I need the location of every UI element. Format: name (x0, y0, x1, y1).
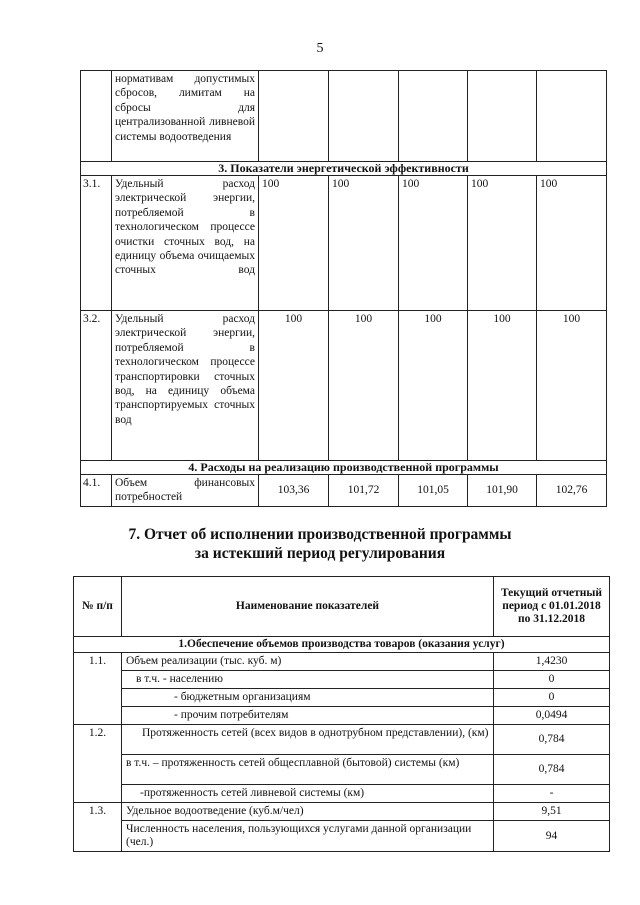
value-cell: 100 (537, 176, 607, 311)
value-cell: 9,51 (494, 803, 610, 821)
section-header-row (81, 162, 607, 176)
indicator-name: - прочим потребителям (122, 707, 494, 725)
value-cell: 0,784 (494, 755, 610, 785)
indicator-name: -протяженность сетей ливневой системы (км) (122, 785, 494, 803)
indicator-name: в т.ч. – протяженность сетей общесплавной (бытовой) системы (км) (122, 755, 494, 785)
table-row (81, 311, 607, 461)
indicator-name: в т.ч. - населению (122, 671, 494, 689)
table-row (74, 755, 610, 785)
indicator-name: Удельный расход электрической энергии, потребляемой в технологическом процессе очистки сточных вод, на единицу объема очищаемых сточных вод (112, 176, 259, 311)
value-cell: 0 (494, 671, 610, 689)
indicator-name: Объем реализации (тыс. куб. м) (122, 653, 494, 671)
table-row (74, 821, 610, 852)
section-header-row (81, 461, 607, 475)
indicator-name: Объем финансовых потребностей (112, 475, 259, 507)
table-row (74, 803, 610, 821)
value-cell: 100 (537, 311, 607, 461)
indicator-name: - бюджетным организациям (122, 689, 494, 707)
table-row (74, 725, 610, 755)
indicator-name: Удельный расход электрической энергии, потребляемой в технологическом процессе транспортировки сточных вод, на единицу объема транспортируемых сточных вод (112, 311, 259, 461)
value-cell: 100 (329, 311, 399, 461)
row-number: 1.1. (74, 653, 122, 671)
section-3-title: 3. Показатели энергетической эффективности (81, 162, 607, 176)
value-cell: 103,36 (259, 475, 329, 507)
value-cell: 100 (468, 311, 537, 461)
value-cell: 100 (399, 176, 468, 311)
report-title-line-2: за истекший период регулирования (194, 545, 446, 562)
value-cell: 94 (494, 821, 610, 852)
value-cell: 100 (259, 176, 329, 311)
row-number: 1.2. (74, 725, 122, 755)
report-title-line-1: 7. Отчет об исполнении производственной программы (128, 526, 512, 543)
table-row (81, 176, 607, 311)
table-row (74, 707, 610, 725)
indicator-name: Удельное водоотведение (куб.м/чел) (122, 803, 494, 821)
value-cell: 102,76 (537, 475, 607, 507)
table-row (81, 71, 607, 162)
row-number: 1.3. (74, 803, 122, 821)
header-period: Текущий отчетный период с 01.01.2018 по 31.12.2018 (494, 577, 610, 637)
indicator-name: нормативам допустимых сбросов, лимитам на сбросы для централизованной ливневой системы водоотведения (112, 71, 259, 162)
value-cell: 100 (468, 176, 537, 311)
header-name: Наименование показателей (122, 577, 494, 637)
value-cell: 100 (259, 311, 329, 461)
row-number: 3.1. (81, 176, 112, 311)
table-header-row (74, 577, 610, 637)
table-row (74, 653, 610, 671)
section-header-row (74, 637, 610, 653)
report-section-title (0, 525, 640, 563)
indicators-table (80, 70, 607, 507)
value-cell: - (494, 785, 610, 803)
value-cell: 101,05 (399, 475, 468, 507)
value-cell: 101,90 (468, 475, 537, 507)
table-row (74, 785, 610, 803)
indicator-name: Численность населения, пользующихся услугами данной организации (чел.) (122, 821, 494, 852)
table-row (74, 689, 610, 707)
table-row (81, 475, 607, 507)
section-1-title: 1.Обеспечение объемов производства товаров (оказания услуг) (74, 637, 610, 653)
table-row (74, 671, 610, 689)
value-cell: 100 (329, 176, 399, 311)
row-number: 4.1. (81, 475, 112, 507)
page-number: 5 (316, 41, 324, 56)
value-cell: 101,72 (329, 475, 399, 507)
value-cell: 0,784 (494, 725, 610, 755)
report-table (73, 576, 610, 852)
row-number: 3.2. (81, 311, 112, 461)
section-4-title: 4. Расходы на реализацию производственной программы (81, 461, 607, 475)
value-cell: 0 (494, 689, 610, 707)
indicator-name: Протяженность сетей (всех видов в однотрубном представлении), (км) (122, 725, 494, 755)
value-cell: 0,0494 (494, 707, 610, 725)
header-num: № п/п (74, 577, 122, 637)
value-cell: 1,4230 (494, 653, 610, 671)
value-cell: 100 (399, 311, 468, 461)
